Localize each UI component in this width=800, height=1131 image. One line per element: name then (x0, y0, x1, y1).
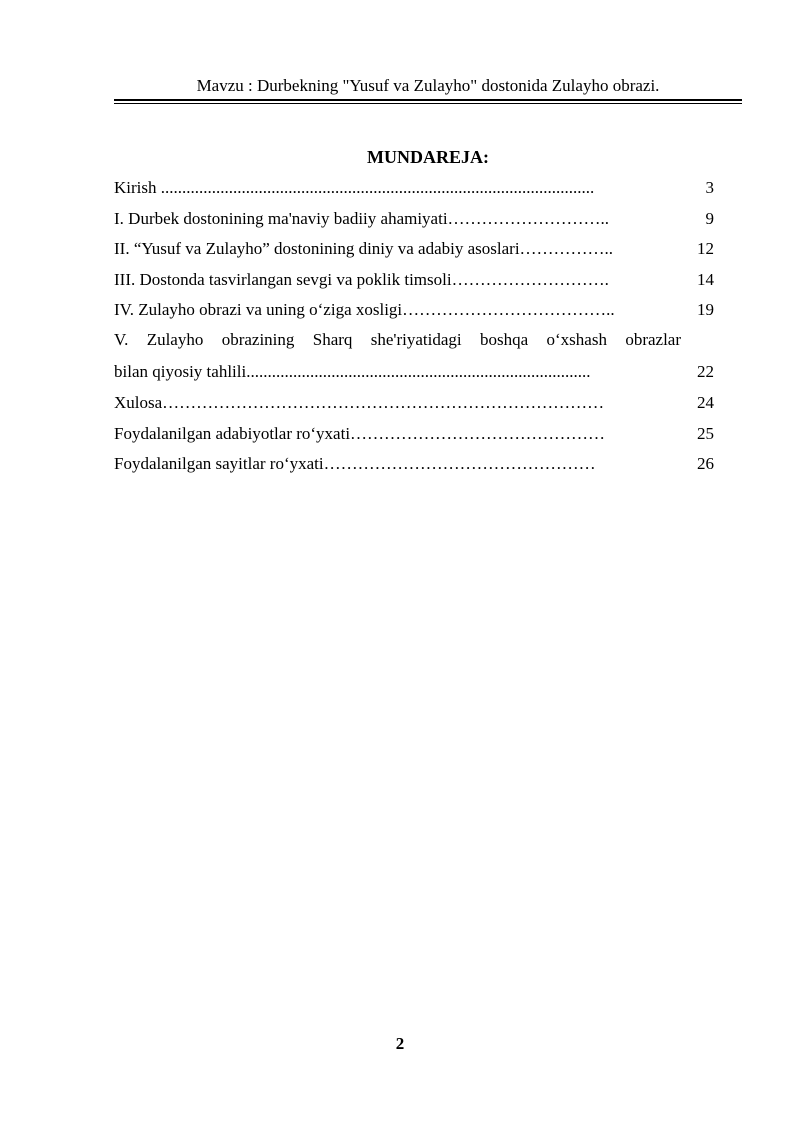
toc-entry-page: 22 (697, 362, 714, 381)
toc-entry-text: Foydalanilgan adabiyotlar ro‘yxati……………………………………… (114, 424, 606, 443)
toc-entry-page: 9 (705, 209, 714, 228)
header-rule-thin (114, 103, 742, 104)
toc-entry-text-line1: V. Zulayho obrazining Sharq she'riyatidagi boshqa o‘xshash obrazlar (114, 330, 681, 349)
toc-entry-page: 24 (697, 393, 714, 412)
toc-entry-text: I. Durbek dostonining ma'naviy badiiy ahamiyati……………………….. (114, 209, 610, 228)
toc-entry-page: 12 (697, 239, 714, 258)
toc-entry-text: Kirish ...................................................................................................... (114, 178, 595, 197)
toc-entry-text: Foydalanilgan sayitlar ro‘yxati………………………………………… (114, 454, 596, 473)
toc-entry-page: 26 (697, 454, 714, 473)
page-number: 2 (395, 1034, 405, 1053)
toc-entry-text: III. Dostonda tasvirlangan sevgi va poklik timsoli………………………. (114, 270, 609, 289)
running-header: Mavzu : Durbekning "Yusuf va Zulayho" dostonida Zulayho obrazi. (196, 76, 660, 95)
toc-entry-text: II. “Yusuf va Zulayho” dostonining diniy va adabiy asoslari…………….. (114, 239, 614, 258)
toc-entry-page: 14 (697, 270, 714, 289)
toc-entry-page: 3 (705, 178, 714, 197)
toc-entry-page: 25 (697, 424, 714, 443)
toc-entry-text-line2: bilan qiyosiy tahlili................................................................................. (114, 362, 591, 381)
toc-entry-page: 19 (697, 300, 714, 319)
toc-heading: MUNDAREJA: (367, 147, 489, 167)
toc-entry-text: Xulosa…………………………………………………………………… (114, 393, 605, 412)
header-rule-thick (114, 99, 742, 101)
toc-entry-text: IV. Zulayho obrazi va uning o‘ziga xosligi……………………………….. (114, 300, 615, 319)
